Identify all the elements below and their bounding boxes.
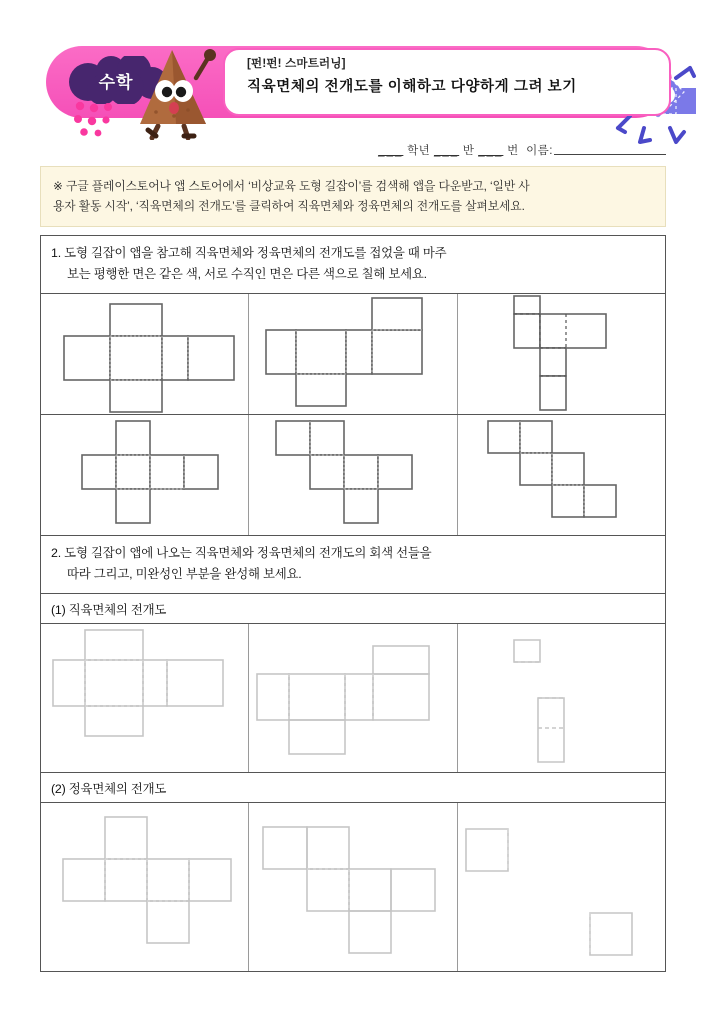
subject-badge-label: 수학 — [98, 73, 134, 92]
net-cuboid-cross — [50, 294, 240, 414]
net-cell-trace-cube-incomplete[interactable] — [458, 803, 665, 971]
question-1-line-2: 보는 평행한 면은 같은 색, 서로 수직인 면은 다른 색으로 칠해 보세요. — [67, 267, 427, 281]
question-2-line-1: 2. 도형 길잡이 앱에 나오는 직육면체와 정육면체의 전개도의 회색 선들을 — [51, 546, 432, 560]
number-label: 번 — [507, 145, 519, 157]
net-cuboid-staircase — [258, 294, 448, 414]
net-cuboid-vertical-cross — [466, 294, 656, 414]
class-blank[interactable]: ___ — [433, 145, 460, 157]
net-cell-trace-cuboid-staircase[interactable] — [249, 624, 457, 772]
number-blank[interactable]: ___ — [478, 145, 504, 157]
net-cell-cuboid-staircase[interactable] — [249, 294, 457, 414]
net-cube-diagonal-stairs — [466, 415, 656, 533]
grade-label: 학년 — [407, 145, 431, 157]
net-cube-zigzag — [258, 415, 448, 533]
lesson-title-box — [223, 48, 671, 116]
net-trace-cuboid-staircase — [255, 624, 450, 772]
subsection-1-label: (1) 직육면체의 전개도 — [41, 593, 665, 623]
worksheet-table — [40, 235, 666, 972]
net-trace-cuboid-cross — [47, 624, 242, 772]
net-cell-cube-plus[interactable] — [41, 415, 249, 535]
triangle-character-icon — [136, 44, 224, 140]
net-trace-cube-plus — [47, 803, 242, 971]
subsection-2-label: (2) 정육면체의 전개도 — [41, 772, 665, 802]
question-1-nets-row-1 — [41, 293, 665, 414]
net-cell-trace-cube-plus[interactable] — [41, 803, 249, 971]
lesson-title: 직육면체의 전개도를 이해하고 다양하게 그려 보기 — [247, 79, 577, 95]
net-trace-cuboid-incomplete — [464, 624, 659, 772]
subsection-1-nets-row — [41, 623, 665, 772]
notice-line-1: ※ 구글 플레이스토어나 앱 스토어에서 ‘비상교육 도형 길잡이’를 검색해 앱을 다운받고, ‘일반 사 — [53, 179, 530, 193]
grade-blank[interactable]: ___ — [378, 145, 404, 157]
question-2-text — [41, 535, 665, 593]
net-cube-plus — [50, 415, 240, 533]
pink-dots-decoration-icon — [70, 100, 130, 142]
question-1-line-1: 1. 도형 길잡이 앱을 참고해 직육면체와 정육면체의 전개도를 접었을 때 마주 — [51, 246, 447, 260]
net-cell-cuboid-cross[interactable] — [41, 294, 249, 414]
page-header — [18, 28, 688, 136]
app-instruction-notice — [40, 166, 666, 227]
question-1-text — [41, 235, 665, 293]
net-cell-trace-cuboid-cross[interactable] — [41, 624, 249, 772]
net-cell-cube-diagonal-stairs[interactable] — [458, 415, 665, 535]
net-trace-cube-incomplete — [464, 803, 659, 971]
question-2-line-2: 따라 그리고, 미완성인 부분을 완성해 보세요. — [67, 567, 302, 581]
net-trace-cube-tetris — [255, 803, 450, 971]
question-1-nets-row-2 — [41, 414, 665, 535]
name-label: 이름: — [526, 145, 553, 157]
subsection-2-nets-row — [41, 802, 665, 971]
net-cell-cuboid-vertical-cross[interactable] — [458, 294, 665, 414]
lesson-subtitle: [펀!펀! 스마트러닝] — [247, 58, 346, 70]
class-label: 반 — [462, 145, 475, 157]
net-cell-trace-cuboid-incomplete[interactable] — [458, 624, 665, 772]
net-cell-trace-cube-tetris[interactable] — [249, 803, 457, 971]
net-cell-cube-zigzag[interactable] — [249, 415, 457, 535]
notice-line-2: 용자 활동 시작’, ‘직육면체의 전개도’를 클릭하여 직육면체와 정육면체의 전개도를 살펴보세요. — [53, 199, 525, 213]
student-info-line — [0, 142, 666, 160]
